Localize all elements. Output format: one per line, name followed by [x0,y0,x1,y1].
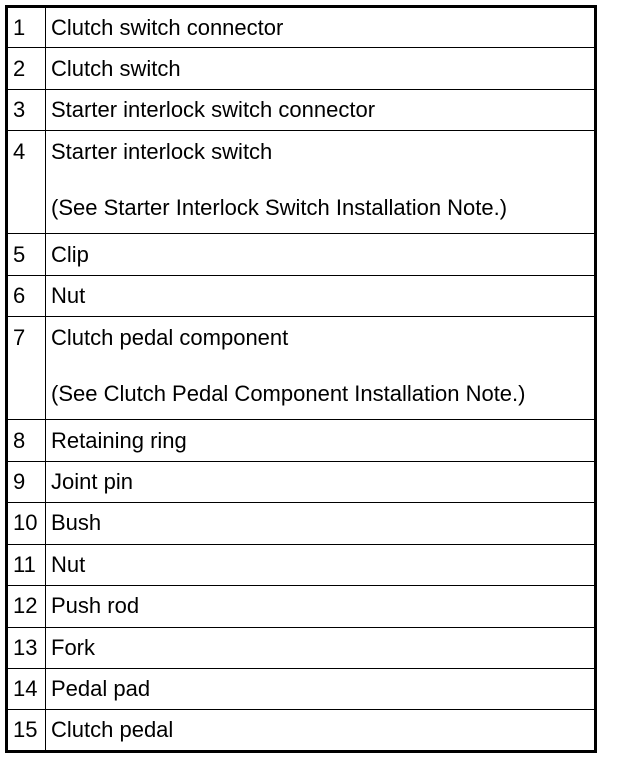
table-row [7,627,596,668]
table-row [7,89,596,130]
part-number: 15 [7,710,46,752]
part-number: 12 [7,586,46,627]
part-installation-note: (See Starter Interlock Switch Installation Note.) [51,195,508,221]
table-row [7,420,596,461]
table-row [7,234,596,275]
part-number: 8 [7,420,46,461]
table-row [7,668,596,709]
part-name: Joint pin [46,461,596,502]
part-number: 14 [7,668,46,709]
table-row [7,544,596,585]
part-number: 5 [7,234,46,275]
part-name: Bush [46,503,596,544]
part-name: Starter interlock switch connector [46,89,596,130]
parts-legend-table [5,5,597,753]
part-number: 6 [7,275,46,316]
part-name: Nut [46,275,596,316]
table-row [7,710,596,752]
table-row [7,317,596,420]
part-name: Clip [46,234,596,275]
part-number: 3 [7,89,46,130]
part-number: 13 [7,627,46,668]
part-name: Fork [46,627,596,668]
part-description [46,317,596,420]
part-number: 2 [7,48,46,89]
part-name: Clutch pedal [46,710,596,752]
part-name: Starter interlock switch [51,139,273,165]
part-name: Retaining ring [46,420,596,461]
table-row [7,586,596,627]
part-name: Clutch switch connector [46,7,596,48]
table-row [7,131,596,234]
table-row [7,7,596,48]
table-row [7,503,596,544]
part-number: 11 [7,544,46,585]
part-number: 1 [7,7,46,48]
part-number: 10 [7,503,46,544]
table-row [7,275,596,316]
part-name: Push rod [46,586,596,627]
part-name: Pedal pad [46,668,596,709]
part-name: Nut [46,544,596,585]
part-description [46,131,596,234]
part-number: 4 [7,131,46,234]
part-name: Clutch switch [46,48,596,89]
part-name: Clutch pedal component [51,325,289,351]
part-installation-note: (See Clutch Pedal Component Installation Note.) [51,381,526,407]
table-row [7,461,596,502]
part-number: 9 [7,461,46,502]
table-row [7,48,596,89]
part-number: 7 [7,317,46,420]
